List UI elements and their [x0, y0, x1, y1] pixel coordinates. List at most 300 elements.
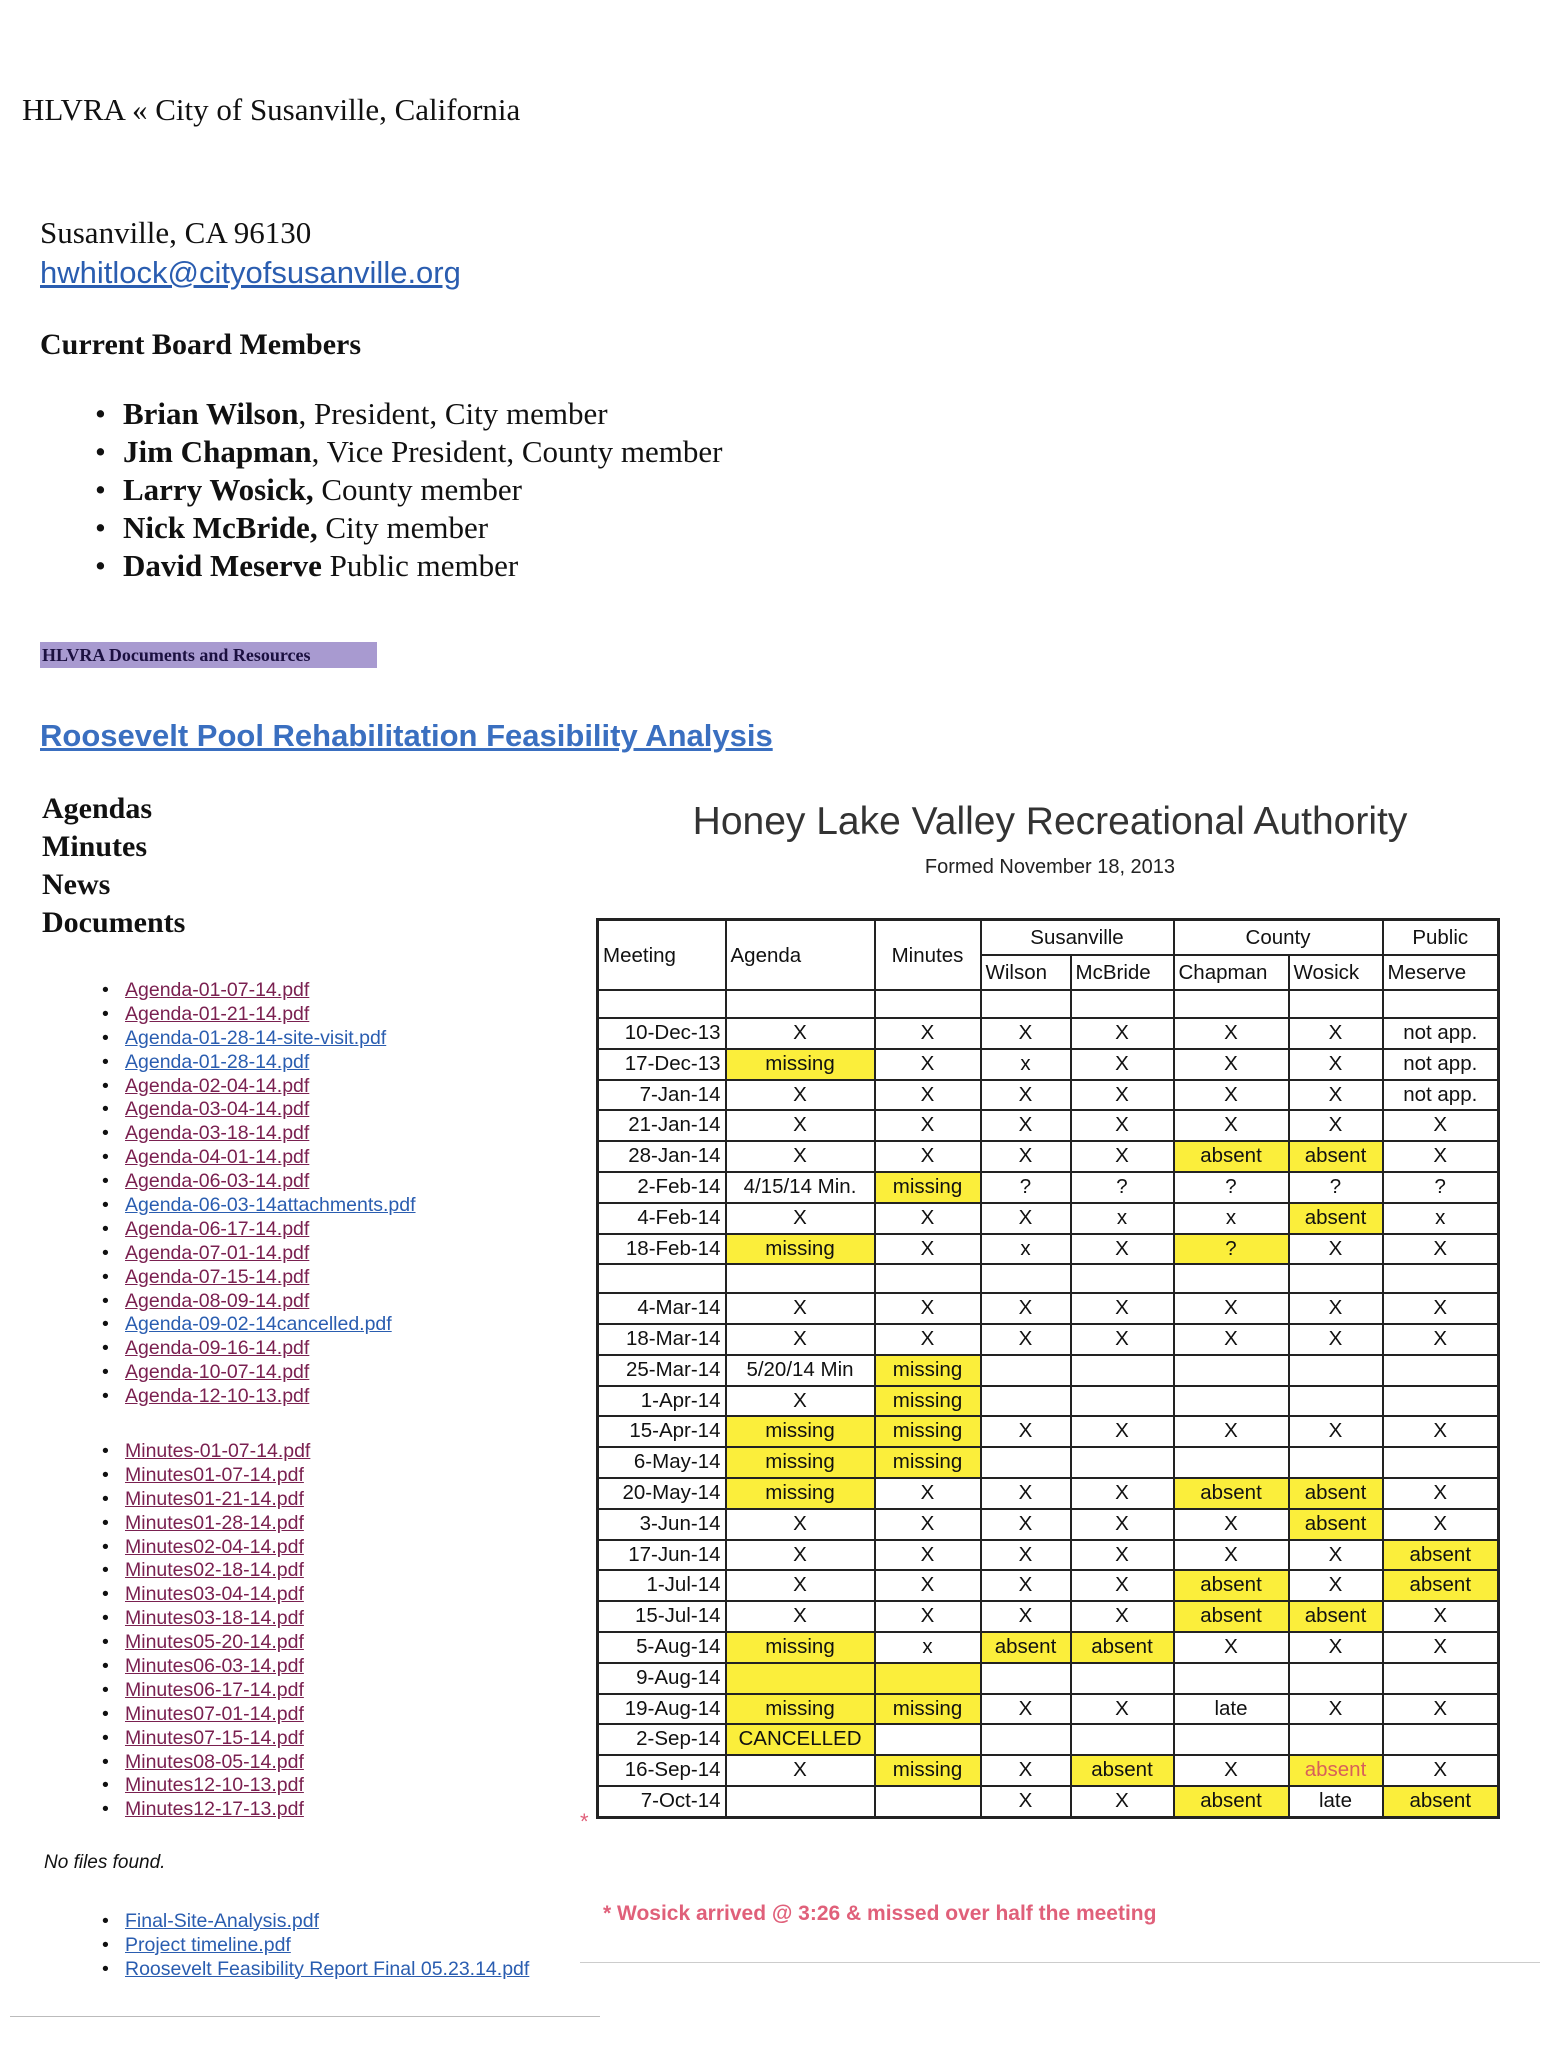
table-cell: X [1383, 1141, 1499, 1172]
table-cell [1289, 990, 1383, 1018]
meeting-date-cell: 15-Apr-14 [598, 1416, 726, 1447]
col-header: Wilson [981, 955, 1071, 990]
table-cell [1174, 990, 1289, 1018]
col-header: Agenda [726, 920, 875, 991]
table-cell: X [1071, 1110, 1174, 1141]
table-cell [1174, 1264, 1289, 1293]
file-list-item [102, 1512, 310, 1536]
table-row [598, 1478, 1499, 1509]
table-cell: X [726, 1386, 875, 1417]
board-member-role: County member [313, 472, 522, 507]
table-cell: X [875, 1478, 981, 1509]
table-cell: X [875, 1509, 981, 1540]
file-list-item [102, 1727, 310, 1751]
file-link[interactable]: Agenda-01-28-14.pdf [125, 1050, 310, 1073]
file-link[interactable]: Minutes-01-07-14.pdf [125, 1440, 311, 1462]
table-cell: X [1383, 1416, 1499, 1447]
file-link[interactable]: Minutes02-04-14.pdf [125, 1535, 304, 1558]
table-cell: X [1174, 1632, 1289, 1663]
board-member-role: , President, City member [298, 396, 608, 431]
table-cell [1174, 1447, 1289, 1478]
meeting-date-cell: 17-Dec-13 [598, 1049, 726, 1080]
table-cell: absent [1289, 1601, 1383, 1632]
table-cell: missing [875, 1355, 981, 1386]
file-link[interactable]: Agenda-04-01-14.pdf [125, 1146, 310, 1169]
file-link[interactable]: Agenda-07-15-14.pdf [125, 1265, 310, 1288]
file-link[interactable]: Minutes07-15-14.pdf [125, 1726, 304, 1749]
table-row [598, 1416, 1499, 1447]
table-cell: X [981, 1018, 1071, 1049]
meeting-date-cell: 19-Aug-14 [598, 1694, 726, 1725]
table-cell: X [1071, 1478, 1174, 1509]
file-list-item [102, 1003, 416, 1027]
file-link[interactable]: Agenda-06-03-14attachments.pdf [125, 1194, 416, 1217]
file-list-item [102, 1122, 416, 1146]
group-header-public: Public [1383, 920, 1499, 956]
table-cell: x [1071, 1203, 1174, 1234]
table-cell: X [875, 1540, 981, 1571]
table-cell: X [981, 1141, 1071, 1172]
meeting-date-cell: 3-Jun-14 [598, 1509, 726, 1540]
file-list-item [102, 1934, 529, 1958]
table-cell: missing [726, 1447, 875, 1478]
file-link[interactable]: Minutes03-18-14.pdf [125, 1607, 304, 1630]
table-cell: X [1289, 1018, 1383, 1049]
file-link[interactable]: Minutes12-10-13.pdf [125, 1774, 304, 1797]
board-member-name: Brian Wilson [123, 396, 299, 431]
table-cell: X [1071, 1416, 1174, 1447]
table-cell: X [726, 1018, 875, 1049]
file-link[interactable]: Minutes05-20-14.pdf [125, 1631, 304, 1654]
file-link[interactable]: Agenda-03-18-14.pdf [125, 1122, 310, 1145]
meeting-date-cell: 20-May-14 [598, 1478, 726, 1509]
table-cell: ? [981, 1172, 1071, 1203]
file-list-item [102, 1488, 310, 1512]
board-member-role: Public member [321, 548, 519, 583]
table-cell: X [1289, 1110, 1383, 1141]
documents-banner: HLVRA Documents and Resources [40, 642, 377, 668]
file-link[interactable]: Agenda-06-17-14.pdf [125, 1217, 310, 1240]
table-cell: X [1071, 1324, 1174, 1355]
file-list-item [102, 1385, 416, 1409]
file-link[interactable]: Agenda-10-07-14.pdf [125, 1361, 310, 1384]
table-cell: X [1174, 1018, 1289, 1049]
table-cell [1174, 1724, 1289, 1755]
board-member [95, 395, 722, 433]
table-row [598, 1264, 1499, 1293]
table-row [598, 1141, 1499, 1172]
board-member [95, 433, 722, 471]
board-heading: Current Board Members [40, 328, 362, 361]
table-cell: missing [726, 1049, 875, 1080]
table-cell [726, 1786, 875, 1817]
table-cell [1383, 1663, 1499, 1694]
meeting-date-cell: 2-Sep-14 [598, 1724, 726, 1755]
table-row [598, 1203, 1499, 1234]
col-header: Wosick [1289, 955, 1383, 990]
table-cell [1071, 1355, 1174, 1386]
table-cell: missing [726, 1478, 875, 1509]
table-cell: X [1071, 1293, 1174, 1324]
table-cell [726, 990, 875, 1018]
table-cell: X [1383, 1632, 1499, 1663]
table-cell: missing [875, 1694, 981, 1725]
table-cell: absent [1174, 1478, 1289, 1509]
table-cell: 5/20/14 Min [726, 1355, 875, 1386]
table-cell: CANCELLED [726, 1724, 875, 1755]
roosevelt-analysis-link[interactable]: Roosevelt Pool Rehabilitation Feasibility Analysis [40, 718, 773, 753]
meeting-date-cell: 1-Jul-14 [598, 1570, 726, 1601]
table-cell: X [1383, 1755, 1499, 1786]
table-cell: X [1174, 1080, 1289, 1111]
file-link[interactable]: Minutes06-03-14.pdf [125, 1655, 304, 1678]
attendance-subtitle: Formed November 18, 2013 [924, 856, 1176, 878]
table-cell: X [726, 1324, 875, 1355]
file-link[interactable]: Agenda-01-21-14.pdf [125, 1002, 310, 1025]
table-cell [1289, 1264, 1383, 1293]
meeting-date-cell: 10-Dec-13 [598, 1018, 726, 1049]
table-cell [1383, 1264, 1499, 1293]
meeting-date-cell: 4-Mar-14 [598, 1293, 726, 1324]
table-cell: X [1174, 1049, 1289, 1080]
file-list-item [102, 979, 416, 1003]
file-list-item [102, 1798, 310, 1822]
table-cell: X [981, 1509, 1071, 1540]
table-cell [1289, 1724, 1383, 1755]
file-link[interactable]: Minutes06-17-14.pdf [125, 1678, 304, 1701]
file-list-item [102, 1607, 310, 1631]
meeting-date-cell: 25-Mar-14 [598, 1355, 726, 1386]
board-member-role: , Vice President, County member [311, 434, 723, 469]
table-cell: X [1289, 1632, 1383, 1663]
table-cell: late [1174, 1694, 1289, 1725]
table-row [598, 1018, 1499, 1049]
table-cell: X [981, 1324, 1071, 1355]
table-cell [1174, 1663, 1289, 1694]
file-list-item [102, 1536, 310, 1560]
meeting-date-cell: 17-Jun-14 [598, 1540, 726, 1571]
file-list-item [102, 1958, 529, 1982]
col-header: McBride [1071, 955, 1174, 990]
table-row [598, 1049, 1499, 1080]
table-cell [1174, 1355, 1289, 1386]
table-cell: X [1071, 1080, 1174, 1111]
table-cell: X [1383, 1293, 1499, 1324]
table-cell [1383, 1724, 1499, 1755]
col-header: Chapman [1174, 955, 1289, 990]
file-list-item [102, 1774, 310, 1798]
table-cell: 4/15/14 Min. [726, 1172, 875, 1203]
table-row [598, 1755, 1499, 1786]
board-member-role: City member [317, 510, 489, 545]
table-cell: absent [1289, 1141, 1383, 1172]
table-cell [981, 990, 1071, 1018]
meeting-date-cell: 9-Aug-14 [598, 1663, 726, 1694]
right-divider [580, 1962, 1540, 1963]
file-link[interactable]: Agenda-08-09-14.pdf [125, 1289, 310, 1312]
file-list-item [102, 1075, 416, 1099]
table-cell: X [1174, 1324, 1289, 1355]
table-cell: x [1174, 1203, 1289, 1234]
meeting-date-cell [598, 1264, 726, 1293]
table-cell: X [981, 1694, 1071, 1725]
table-cell [875, 990, 981, 1018]
file-list-item [102, 1098, 416, 1122]
table-cell: X [726, 1080, 875, 1111]
file-link[interactable]: Minutes08-05-14.pdf [125, 1750, 304, 1773]
file-link[interactable]: Minutes12-17-13.pdf [125, 1798, 304, 1821]
news-heading[interactable]: News [42, 868, 111, 901]
table-row [598, 1172, 1499, 1203]
board-member-name: Nick McBride, [123, 510, 318, 545]
table-cell: X [1289, 1293, 1383, 1324]
board-member-name: Larry Wosick, [123, 472, 314, 507]
file-link[interactable]: Agenda-09-02-14cancelled.pdf [125, 1313, 392, 1336]
file-link[interactable]: Minutes01-21-14.pdf [125, 1487, 304, 1510]
table-cell: X [1383, 1509, 1499, 1540]
table-spacer-row [598, 990, 1499, 1018]
table-cell [1071, 1663, 1174, 1694]
table-row [598, 1601, 1499, 1632]
meeting-date-cell: 16-Sep-14 [598, 1755, 726, 1786]
table-cell: missing [875, 1416, 981, 1447]
table-cell: X [1071, 1049, 1174, 1080]
file-link[interactable]: Project timeline.pdf [125, 1933, 291, 1956]
table-cell: X [1289, 1324, 1383, 1355]
table-cell [726, 1663, 875, 1694]
table-cell: missing [875, 1755, 981, 1786]
table-cell: X [1071, 1234, 1174, 1265]
meeting-date-cell: 21-Jan-14 [598, 1110, 726, 1141]
table-cell: not app. [1383, 1049, 1499, 1080]
table-cell: X [1174, 1755, 1289, 1786]
table-cell [1383, 1355, 1499, 1386]
table-cell: ? [1383, 1172, 1499, 1203]
table-cell: X [1071, 1018, 1174, 1049]
table-cell [981, 1264, 1071, 1293]
table-cell: absent [1174, 1570, 1289, 1601]
meeting-date-cell: 18-Feb-14 [598, 1234, 726, 1265]
table-cell: absent [1289, 1755, 1383, 1786]
table-cell: X [1071, 1540, 1174, 1571]
table-cell [1289, 1663, 1383, 1694]
table-row [598, 1724, 1499, 1755]
table-header-row [598, 920, 1499, 956]
table-row [598, 1234, 1499, 1265]
footnote-asterisk: * [580, 1809, 589, 1834]
file-list-item [102, 1583, 310, 1607]
table-cell: X [981, 1203, 1071, 1234]
table-cell [981, 1386, 1071, 1417]
file-link[interactable]: Minutes07-01-14.pdf [125, 1702, 304, 1725]
board-member [95, 509, 722, 547]
table-cell: absent [1289, 1478, 1383, 1509]
table-cell: X [981, 1416, 1071, 1447]
table-cell: X [981, 1080, 1071, 1111]
file-link[interactable]: Agenda-07-01-14.pdf [125, 1241, 310, 1264]
meeting-date-cell: 7-Oct-14 [598, 1786, 726, 1817]
table-cell: X [981, 1755, 1071, 1786]
file-list-item [102, 1910, 529, 1934]
table-cell: ? [1289, 1172, 1383, 1203]
table-cell: X [1383, 1601, 1499, 1632]
table-cell: X [726, 1540, 875, 1571]
table-cell: X [875, 1601, 981, 1632]
no-files-message: No files found. [44, 1852, 166, 1873]
board-member [95, 471, 722, 509]
file-list-item [102, 1361, 416, 1385]
table-cell [1383, 1386, 1499, 1417]
file-list-item [102, 1146, 416, 1170]
table-cell [1383, 990, 1499, 1018]
table-row [598, 1632, 1499, 1663]
file-list-item [102, 1655, 310, 1679]
file-link[interactable]: Agenda-03-04-14.pdf [125, 1098, 310, 1121]
table-cell: absent [1174, 1601, 1289, 1632]
table-cell: X [1289, 1234, 1383, 1265]
table-cell: missing [875, 1386, 981, 1417]
table-cell [875, 1786, 981, 1817]
file-list-item [102, 1631, 310, 1655]
address: Susanville, CA 96130 [40, 215, 312, 250]
file-link[interactable]: Minutes03-04-14.pdf [125, 1583, 304, 1606]
table-cell: X [981, 1540, 1071, 1571]
table-cell [981, 1447, 1071, 1478]
table-cell: X [1071, 1141, 1174, 1172]
col-header: Minutes [875, 920, 981, 991]
file-list-item [102, 1337, 416, 1361]
table-cell [1071, 1386, 1174, 1417]
table-cell: absent [1383, 1786, 1499, 1817]
table-cell [981, 1355, 1071, 1386]
table-cell: X [726, 1509, 875, 1540]
table-cell: X [1289, 1540, 1383, 1571]
table-cell: X [875, 1293, 981, 1324]
table-row [598, 1540, 1499, 1571]
meeting-date-cell: 15-Jul-14 [598, 1601, 726, 1632]
file-link[interactable]: Agenda-12-10-13.pdf [125, 1385, 310, 1408]
table-row [598, 1293, 1499, 1324]
table-cell: not app. [1383, 1080, 1499, 1111]
table-cell: X [1071, 1509, 1174, 1540]
file-list-item [102, 1218, 416, 1242]
table-row [598, 1386, 1499, 1417]
documents-heading[interactable]: Documents [42, 906, 186, 939]
table-cell [981, 1663, 1071, 1694]
table-cell [1383, 1447, 1499, 1478]
table-cell [1071, 990, 1174, 1018]
meeting-date-cell: 18-Mar-14 [598, 1324, 726, 1355]
table-row [598, 1663, 1499, 1694]
file-link[interactable]: Agenda-01-28-14-site-visit.pdf [125, 1026, 387, 1049]
file-list-item [102, 1313, 416, 1337]
file-list-item [102, 1170, 416, 1194]
table-cell: X [875, 1570, 981, 1601]
table-cell: X [726, 1570, 875, 1601]
table-cell [1071, 1724, 1174, 1755]
file-link[interactable]: Minutes01-28-14.pdf [125, 1511, 304, 1534]
table-row [598, 1447, 1499, 1478]
table-cell: X [726, 1755, 875, 1786]
agenda-file-list [102, 979, 416, 1409]
section-links [42, 790, 185, 942]
meeting-date-cell: 6-May-14 [598, 1447, 726, 1478]
file-link[interactable]: Agenda-09-16-14.pdf [125, 1337, 310, 1360]
table-cell: X [1289, 1049, 1383, 1080]
table-cell: missing [726, 1234, 875, 1265]
file-link[interactable]: Final-Site-Analysis.pdf [125, 1910, 319, 1932]
file-list-item [102, 1464, 310, 1488]
minutes-file-list [102, 1440, 310, 1822]
file-link[interactable]: Minutes02-18-14.pdf [125, 1559, 304, 1582]
minutes-heading[interactable]: Minutes [42, 830, 147, 863]
table-cell: ? [1071, 1172, 1174, 1203]
file-list-item [102, 1051, 416, 1075]
file-list-item [102, 1027, 416, 1051]
table-row [598, 1786, 1499, 1817]
table-cell: X [1383, 1694, 1499, 1725]
page-title: HLVRA « City of Susanville, California [22, 92, 521, 127]
table-cell [1289, 1386, 1383, 1417]
table-cell: X [981, 1110, 1071, 1141]
table-cell: X [1289, 1416, 1383, 1447]
table-cell: absent [1071, 1632, 1174, 1663]
table-cell: x [1383, 1203, 1499, 1234]
table-cell: X [875, 1234, 981, 1265]
group-header-susanville: Susanville [981, 920, 1174, 956]
table-cell: absent [1174, 1786, 1289, 1817]
file-list-item [102, 1266, 416, 1290]
table-cell: X [875, 1324, 981, 1355]
table-cell: X [1071, 1694, 1174, 1725]
board-member [95, 547, 722, 585]
file-link[interactable]: Agenda-06-03-14.pdf [125, 1170, 310, 1193]
table-cell [1071, 1264, 1174, 1293]
table-cell: X [1174, 1416, 1289, 1447]
table-cell: X [1174, 1540, 1289, 1571]
table-row [598, 1110, 1499, 1141]
meeting-date-cell: 5-Aug-14 [598, 1632, 726, 1663]
table-cell [875, 1724, 981, 1755]
table-cell: not app. [1383, 1018, 1499, 1049]
table-cell [981, 1724, 1071, 1755]
meeting-date-cell: 1-Apr-14 [598, 1386, 726, 1417]
table-cell: X [726, 1110, 875, 1141]
table-row [598, 1355, 1499, 1386]
table-cell: X [1383, 1478, 1499, 1509]
table-cell [1071, 1447, 1174, 1478]
file-link[interactable]: Minutes01-07-14.pdf [125, 1463, 304, 1486]
file-list-item [102, 1559, 310, 1583]
table-cell: x [981, 1234, 1071, 1265]
table-cell: X [1289, 1694, 1383, 1725]
agendas-heading[interactable]: Agendas [42, 792, 153, 825]
group-header-county: County [1174, 920, 1383, 956]
table-cell: X [1174, 1293, 1289, 1324]
file-link[interactable]: Roosevelt Feasibility Report Final 05.23.14.pdf [125, 1957, 530, 1980]
table-cell: X [1383, 1234, 1499, 1265]
file-link[interactable]: Agenda-02-04-14.pdf [125, 1074, 310, 1097]
table-cell [1289, 1447, 1383, 1478]
file-list-item [102, 1194, 416, 1218]
table-cell: missing [875, 1447, 981, 1478]
table-cell: X [875, 1080, 981, 1111]
col-header: Meeting [598, 920, 726, 991]
file-link[interactable]: Agenda-01-07-14.pdf [125, 979, 310, 1001]
email-link[interactable]: hwhitlock@cityofsusanville.org [40, 255, 461, 290]
footnote: * Wosick arrived @ 3:26 & missed over half the meeting [603, 1902, 1157, 1925]
file-list-item [102, 1751, 310, 1775]
